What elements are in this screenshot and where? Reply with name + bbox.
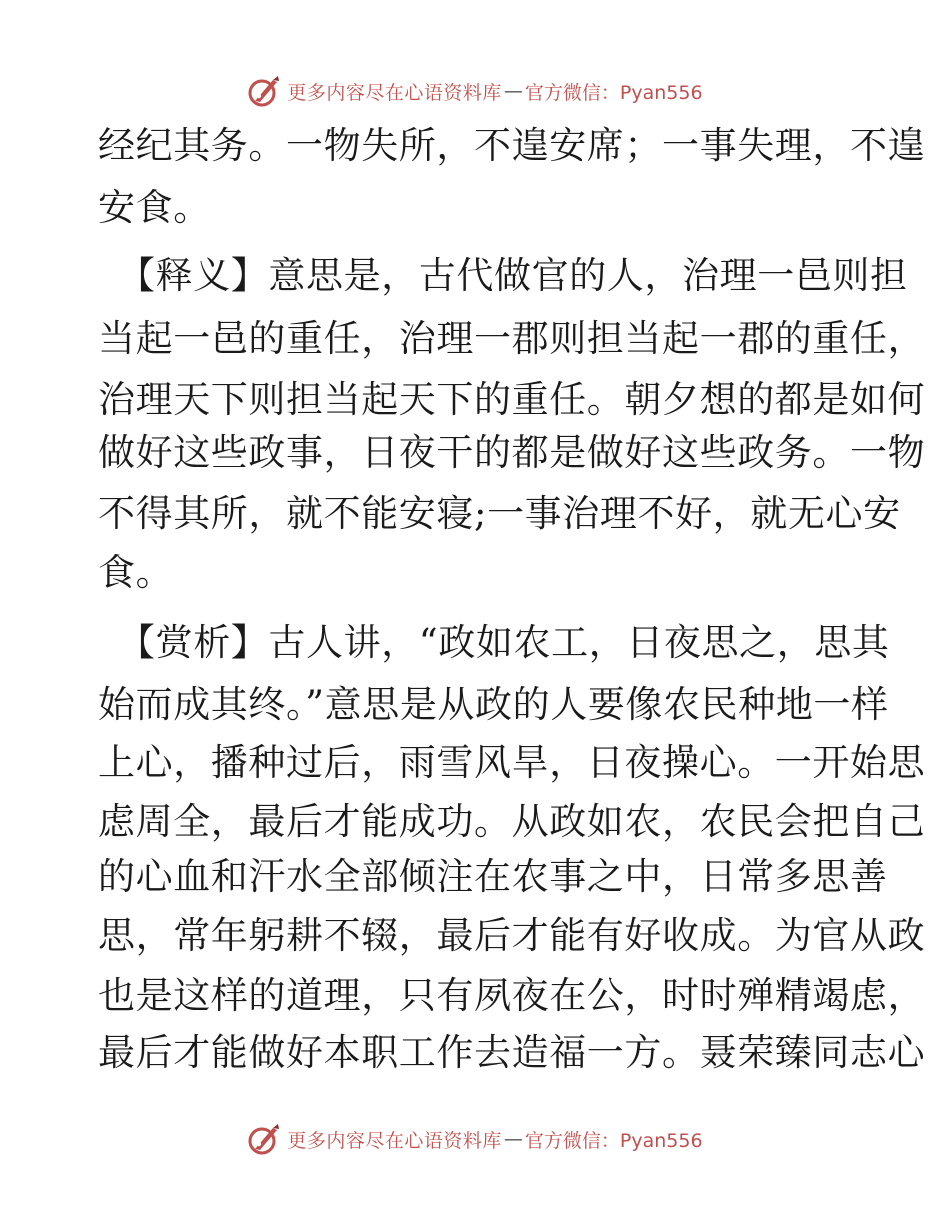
text-line: 最后才能做好本职工作去造福一方。聂荣臻同志心 <box>98 1031 926 1074</box>
text-line: 食。 <box>98 551 174 594</box>
quill-logo-icon <box>247 1122 281 1156</box>
text-line: 的心血和汗水全部倾注在农事之中，日常多思善 <box>98 855 888 898</box>
text-line: 始而成其终。”意思是从政的人要像农民种地一样 <box>98 683 889 726</box>
footer-banner <box>0 1119 950 1159</box>
header-contact: 官方微信：Pyan556 <box>524 81 703 104</box>
header-banner-text: 更多内容尽在心语资料库 <box>287 81 502 104</box>
text-line: 安食。 <box>98 186 211 229</box>
text-line: 不得其所，就不能安寝;一事治理不好，就无心安 <box>98 492 901 535</box>
text-line: 【释义】意思是，古代做官的人，治理一邑则担 <box>118 254 908 297</box>
text-line: 虑周全，最后才能成功。从政如农，农民会把自己 <box>98 800 926 843</box>
text-line: 做好这些政事，日夜干的都是做好这些政务。一物 <box>98 431 926 474</box>
text-line: 当起一邑的重任，治理一郡则担当起一郡的重任， <box>98 317 926 360</box>
text-line: 【赏析】古人讲，“政如农工，日夜思之，思其 <box>118 621 890 664</box>
text-line: 上心，播种过后，雨雪风旱，日夜操心。一开始思 <box>98 741 926 784</box>
text-line: 思，常年躬耕不辍，最后才能有好收成。为官从政 <box>98 914 926 957</box>
footer-contact: 官方微信：Pyan556 <box>524 1129 703 1152</box>
header-separator: — <box>503 80 523 102</box>
footer-separator: — <box>503 1128 523 1150</box>
text-line: 治理天下则担当起天下的重任。朝夕想的都是如何 <box>98 378 926 421</box>
text-line: 经纪其务。一物失所，不遑安席；一事失理，不遑 <box>98 124 926 167</box>
text-line: 也是这样的道理，只有夙夜在公，时时殚精竭虑， <box>98 974 926 1017</box>
footer-banner-text: 更多内容尽在心语资料库 <box>287 1129 502 1152</box>
